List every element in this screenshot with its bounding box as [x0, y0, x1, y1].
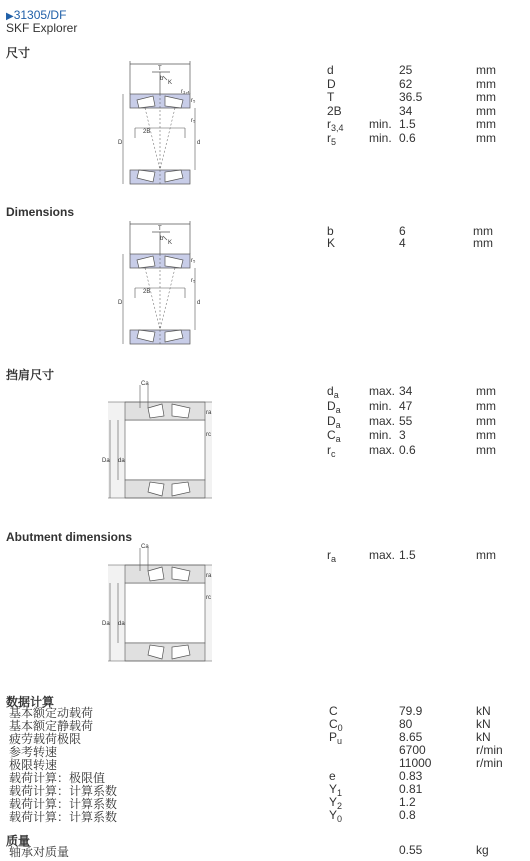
- calc-value: 0.8: [399, 808, 416, 822]
- label-ra: ra: [206, 573, 212, 579]
- dim-value: 47: [399, 398, 413, 413]
- calc-unit: r/min: [476, 743, 503, 757]
- calc-label: 载荷计算：计算系数: [9, 784, 118, 798]
- dim-value: 36.5: [399, 90, 423, 104]
- dim-value: 1.5: [399, 117, 416, 131]
- dim-unit: mm: [473, 224, 493, 238]
- dim-symbol: [327, 399, 341, 413]
- dim-symbol: [327, 63, 334, 77]
- dim-value: 55: [399, 413, 413, 428]
- dim-symbol: [327, 90, 334, 104]
- dim-qualifier: max.: [369, 413, 396, 428]
- bearing-drawing-2: [115, 220, 205, 350]
- calc-symbol-main: e: [329, 769, 336, 783]
- dim-symbol: [327, 131, 336, 145]
- brand-subtitle: SKF Explorer: [6, 21, 78, 35]
- label-2B: 2B: [143, 289, 151, 295]
- dim-unit: mm: [476, 428, 496, 443]
- section-abutment-en: Abutment dimensions: [6, 530, 133, 544]
- dim-symbol: [327, 236, 335, 250]
- calc-value: 0.83: [399, 769, 423, 783]
- dim-symbol: [327, 548, 336, 562]
- calc-unit: kN: [476, 704, 491, 718]
- dim-symbol-main: D: [327, 76, 336, 91]
- label-r5: r₅: [191, 98, 196, 104]
- calc-symbol-sub: 0: [337, 723, 343, 733]
- section-calc: 数据计算: [6, 695, 55, 709]
- label-rc: rc: [206, 432, 211, 438]
- calc-symbol: [329, 769, 336, 783]
- label-r5: r₅: [191, 258, 196, 264]
- dim-symbol: [327, 428, 341, 445]
- label-2B: 2B: [143, 129, 151, 135]
- calc-value: 8.65: [399, 730, 423, 744]
- label-r5b: r₅: [191, 118, 196, 124]
- dim-unit: mm: [476, 398, 496, 413]
- calc-unit: kN: [476, 717, 491, 731]
- dim-unit: mm: [476, 443, 496, 458]
- calc-symbol-main: C: [329, 704, 338, 718]
- dim-value: 34: [399, 103, 413, 118]
- calc-symbol: [329, 795, 342, 809]
- label-rc: rc: [206, 595, 211, 601]
- dim-symbol-main: d: [327, 384, 334, 398]
- dim-symbol-main: r: [327, 443, 331, 458]
- calc-symbol: [329, 808, 342, 822]
- dim-unit: mm: [476, 384, 496, 398]
- abutment-drawing-2: [100, 543, 220, 683]
- product-link[interactable]: 31305/DF: [13, 8, 67, 22]
- calc-symbol-main: Y: [329, 782, 338, 796]
- calc-symbol-sub: u: [337, 736, 343, 746]
- dim-symbol-sub: a: [331, 554, 337, 564]
- calc-label: 载荷计算：计算系数: [9, 810, 118, 824]
- section-abutment-cn: 挡肩尺寸: [6, 368, 55, 382]
- calc-label: 参考转速: [9, 745, 58, 759]
- label-Da: Da: [102, 458, 110, 464]
- calc-value: 80: [399, 717, 413, 731]
- calc-label: 载荷计算：极限值: [9, 771, 106, 785]
- dim-symbol-sub: a: [335, 434, 341, 445]
- label-d: d: [197, 140, 201, 146]
- dim-symbol-main: d: [327, 63, 334, 77]
- calc-symbol-sub: 0: [337, 814, 343, 824]
- dim-symbol-main: r: [327, 130, 331, 145]
- calc-symbol: [329, 704, 338, 718]
- label-ra: ra: [206, 410, 212, 416]
- label-K: K: [168, 240, 173, 246]
- bearing-drawing-1: [115, 60, 205, 190]
- mass-value: 0.55: [399, 843, 423, 857]
- dim-value: 3: [399, 428, 406, 443]
- dim-unit: mm: [473, 236, 493, 250]
- label-da: da: [118, 621, 125, 627]
- dim-symbol-sub: a: [333, 390, 339, 400]
- dim-symbol-main: b: [327, 224, 334, 238]
- label-b: b: [160, 76, 164, 82]
- dim-value: 1.5: [399, 548, 416, 562]
- label-D: D: [118, 300, 123, 306]
- dim-unit: mm: [476, 548, 496, 562]
- calc-symbol-main: Y: [329, 795, 338, 809]
- dim-symbol-main: T: [327, 90, 335, 104]
- label-T: T: [158, 66, 162, 72]
- dim-symbol-main: r: [327, 548, 331, 562]
- label-D: D: [118, 140, 123, 146]
- dim-symbol: [327, 414, 341, 428]
- dim-unit: mm: [476, 103, 496, 118]
- dim-symbol-main: K: [327, 236, 336, 250]
- label-r5b: r₅: [191, 278, 196, 284]
- calc-symbol-main: C: [329, 717, 338, 731]
- dim-symbol-sub: c: [331, 449, 336, 460]
- abutment-drawing-1: [100, 380, 220, 520]
- calc-symbol-sub: 2: [337, 801, 343, 811]
- calc-symbol: [329, 730, 342, 744]
- calc-symbol-main: Y: [329, 808, 338, 822]
- label-d: d: [197, 300, 201, 306]
- dim-value: 34: [399, 384, 413, 398]
- dim-value: 0.6: [399, 130, 416, 145]
- dim-unit: mm: [476, 90, 496, 104]
- dim-value: 25: [399, 63, 413, 77]
- calc-symbol-sub: 1: [337, 788, 343, 798]
- section-mass: 质量: [6, 834, 31, 848]
- dim-unit: mm: [476, 63, 496, 77]
- dim-symbol-main: 2B: [327, 103, 342, 118]
- calc-symbol-main: P: [329, 730, 338, 744]
- dim-qualifier: min.: [369, 428, 392, 443]
- dim-symbol-main: r: [327, 117, 331, 131]
- dim-qualifier: max.: [369, 384, 396, 398]
- calc-value: 0.81: [399, 782, 423, 796]
- calc-value: 1.2: [399, 795, 416, 809]
- dim-value: 62: [399, 76, 413, 91]
- dim-symbol-sub: 3,4: [331, 123, 344, 133]
- label-Da: Da: [102, 621, 110, 627]
- calc-unit: r/min: [476, 756, 503, 770]
- dim-value: 6: [399, 224, 406, 238]
- section-dimensions-cn: 尺寸: [6, 46, 31, 60]
- dim-symbol: [327, 117, 344, 131]
- dim-qualifier: min.: [369, 130, 392, 145]
- calc-label: 基本额定动载荷: [9, 706, 94, 720]
- dim-symbol: [327, 384, 339, 398]
- section-dimensions-en: Dimensions: [6, 205, 75, 219]
- dim-symbol-sub: a: [335, 419, 341, 430]
- dim-symbol: [327, 77, 336, 91]
- calc-unit: kN: [476, 730, 491, 744]
- label-Ca: Ca: [141, 544, 149, 550]
- calc-value: 79.9: [399, 704, 423, 718]
- label-K: K: [168, 80, 173, 86]
- calc-label: 疲劳载荷极限: [9, 732, 82, 746]
- dim-symbol-sub: a: [335, 404, 341, 415]
- dim-qualifier: max.: [369, 443, 396, 458]
- expand-triangle-icon: ▶: [6, 11, 14, 22]
- mass-unit: kg: [476, 843, 489, 857]
- label-Ca: Ca: [141, 381, 149, 387]
- label-da: da: [118, 458, 125, 464]
- calc-label: 载荷计算：计算系数: [9, 797, 118, 811]
- calc-label: 极限转速: [9, 758, 58, 772]
- label-T: T: [158, 226, 162, 232]
- label-r34: r₃,₄: [181, 89, 190, 95]
- dim-value: 4: [399, 236, 406, 250]
- calc-symbol: [329, 717, 343, 731]
- dim-qualifier: min.: [369, 117, 392, 131]
- dim-symbol-main: D: [327, 413, 336, 428]
- dim-value: 0.6: [399, 443, 416, 458]
- dim-unit: mm: [476, 413, 496, 428]
- dim-symbol-main: D: [327, 398, 336, 413]
- dim-qualifier: max.: [369, 548, 396, 562]
- calc-symbol: [329, 782, 342, 796]
- dim-unit: mm: [476, 117, 496, 131]
- calc-value: 6700: [399, 743, 426, 757]
- mass-label: 轴承对质量: [9, 845, 70, 859]
- dim-unit: mm: [476, 130, 496, 145]
- dim-qualifier: min.: [369, 398, 392, 413]
- calc-value: 11000: [399, 756, 432, 770]
- dim-symbol: [327, 443, 336, 460]
- dim-symbol-sub: 5: [331, 136, 337, 147]
- dim-symbol: [327, 104, 342, 118]
- calc-label: 基本额定静载荷: [9, 719, 94, 733]
- dim-symbol-main: C: [327, 428, 336, 443]
- label-b: b: [160, 236, 164, 242]
- dim-unit: mm: [476, 76, 496, 91]
